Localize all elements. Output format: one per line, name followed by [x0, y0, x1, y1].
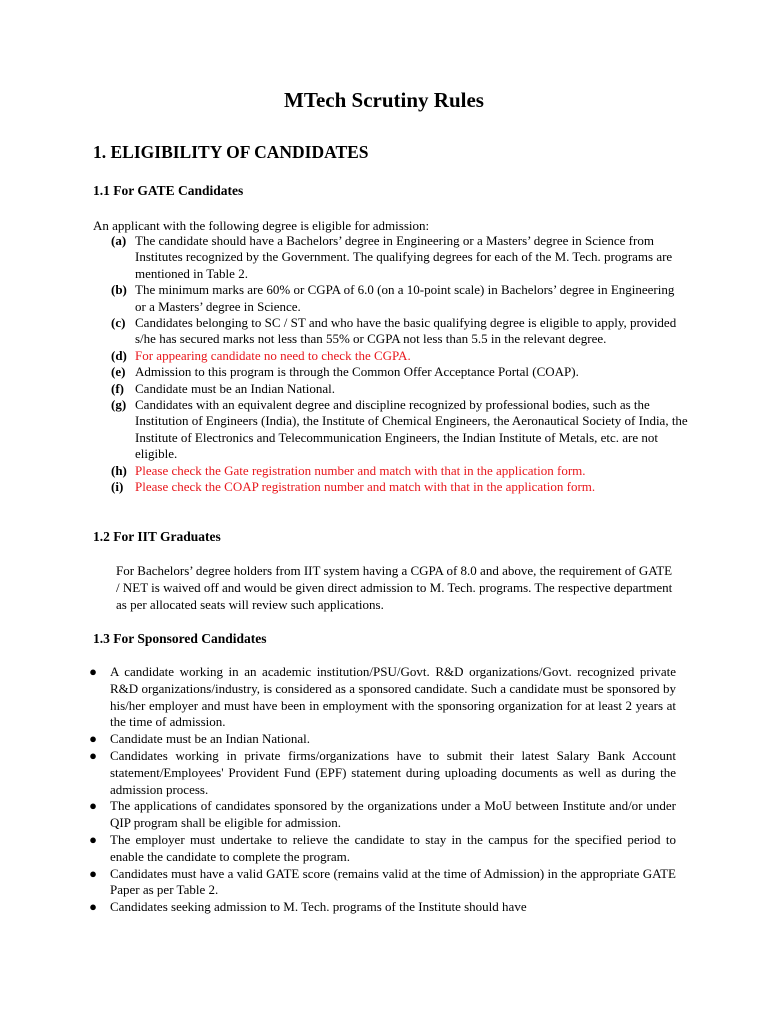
- list-marker: (f): [111, 380, 124, 396]
- bullet-icon: ●: [89, 664, 97, 679]
- page-title: MTech Scrutiny Rules: [284, 88, 484, 112]
- subsection-heading-sponsored: 1.3 For Sponsored Candidates: [93, 631, 267, 646]
- list-item-text: Candidates with an equivalent degree and discipline recognized by professional bodies, such as the Institution of Engineers (India), the Institute of Chemical Engineers, the Aeronautical Society of India, the Institute of Electronics and Telecommunication Engineers, the Indian Institute of Metals, etc. are not eligible.: [135, 397, 688, 462]
- list-marker: (b): [111, 282, 127, 298]
- list-marker: (g): [111, 397, 127, 413]
- list-item: [88, 664, 676, 731]
- bullet-icon: ●: [89, 747, 97, 763]
- list-item-highlighted: [108, 348, 688, 364]
- sponsored-bullet-list: [88, 664, 676, 916]
- subsection-heading-gate: 1.1 For GATE Candidates: [93, 183, 244, 198]
- gate-intro-text: An applicant with the following degree is eligible for admission:: [93, 218, 430, 233]
- list-item: [108, 282, 688, 315]
- list-item: [88, 899, 676, 916]
- list-item-text: Please check the Gate registration number and match with that in the application form.: [135, 462, 586, 478]
- list-marker: (i): [111, 479, 124, 495]
- list-item-highlighted: [108, 463, 688, 479]
- list-item: [108, 233, 688, 282]
- list-item-text: A candidate working in an academic institution/PSU/Govt. R&D organizations/Govt. recognized private R&D organizations/industry, is considered as a sponsored candidate. Such a candidate must be sponsored by his/her employer and must have been in employment with the sponsoring organization for at least 2 years at the time of admission.: [110, 664, 676, 730]
- list-item: [108, 315, 688, 348]
- list-marker: (c): [111, 315, 126, 331]
- bullet-icon: ●: [89, 798, 97, 814]
- bullet-icon: ●: [89, 899, 97, 915]
- list-marker: (e): [111, 364, 126, 380]
- list-item: [88, 866, 676, 900]
- iit-graduates-paragraph: For Bachelors’ degree holders from IIT system having a CGPA of 8.0 and above, the requirement of GATE / NET is waived off and would be given direct admission to M. Tech. programs. The respective department as per allocated seats will review such applications.: [116, 563, 673, 612]
- list-item-text: The candidate should have a Bachelors’ degree in Engineering or a Masters’ degree in Science from Institutes recognized by the Government. The qualifying degrees for each of the M. Tech. programs are mentioned in Table 2.: [135, 233, 673, 281]
- bullet-icon: ●: [89, 731, 97, 747]
- list-item: [88, 731, 676, 748]
- list-item-text: Candidates must have a valid GATE score (remains valid at the time of Admission) in the appropriate GATE Paper as per Table 2.: [110, 865, 676, 898]
- list-item-text: Candidates seeking admission to M. Tech. programs of the Institute should have: [110, 899, 527, 915]
- list-item-text: Please check the COAP registration number and match with that in the application form.: [135, 479, 596, 495]
- bullet-icon: ●: [89, 831, 97, 847]
- list-item-text: Candidate must be an Indian National.: [135, 380, 336, 396]
- list-item-text: The applications of candidates sponsored by the organizations under a MoU between Institute and/or under QIP program shall be eligible for admission.: [110, 798, 676, 831]
- list-item: [108, 364, 688, 380]
- list-item: [108, 381, 688, 397]
- gate-eligibility-list: [108, 233, 688, 496]
- section-heading-eligibility: 1. ELIGIBILITY OF CANDIDATES: [93, 142, 369, 162]
- list-marker: (d): [111, 347, 127, 363]
- subsection-heading-iit: 1.2 For IIT Graduates: [93, 529, 221, 544]
- list-item: [88, 832, 676, 866]
- list-item-text: Candidates belonging to SC / ST and who have the basic qualifying degree is eligible to apply, provided s/he has secured marks not less than 55% or CGPA not less than 5.5 in the relevant degree.: [135, 315, 677, 347]
- list-item-text: The minimum marks are 60% or CGPA of 6.0 (on a 10-point scale) in Bachelors’ degree in Engineering or a Masters’ degree in Science.: [135, 282, 675, 314]
- list-item: [88, 748, 676, 798]
- list-item-highlighted: [108, 479, 688, 495]
- list-marker: (a): [111, 233, 127, 248]
- list-item-text: Candidate must be an Indian National.: [110, 731, 311, 747]
- list-item: [108, 397, 688, 463]
- bullet-icon: ●: [89, 865, 97, 881]
- list-item-text: For appearing candidate no need to check the CGPA.: [135, 347, 411, 363]
- list-item-text: Candidates working in private firms/organizations have to submit their latest Salary Bank Account statement/Employees' Provident Fund (EPF) statement during uploading documents as well as during the admission process.: [110, 747, 676, 797]
- list-item: [88, 798, 676, 832]
- list-item-text: The employer must undertake to relieve the candidate to stay in the campus for the specified period to enable the candidate to complete the program.: [110, 831, 676, 864]
- list-marker: (h): [111, 462, 127, 478]
- list-item-text: Admission to this program is through the Common Offer Acceptance Portal (COAP).: [135, 364, 579, 380]
